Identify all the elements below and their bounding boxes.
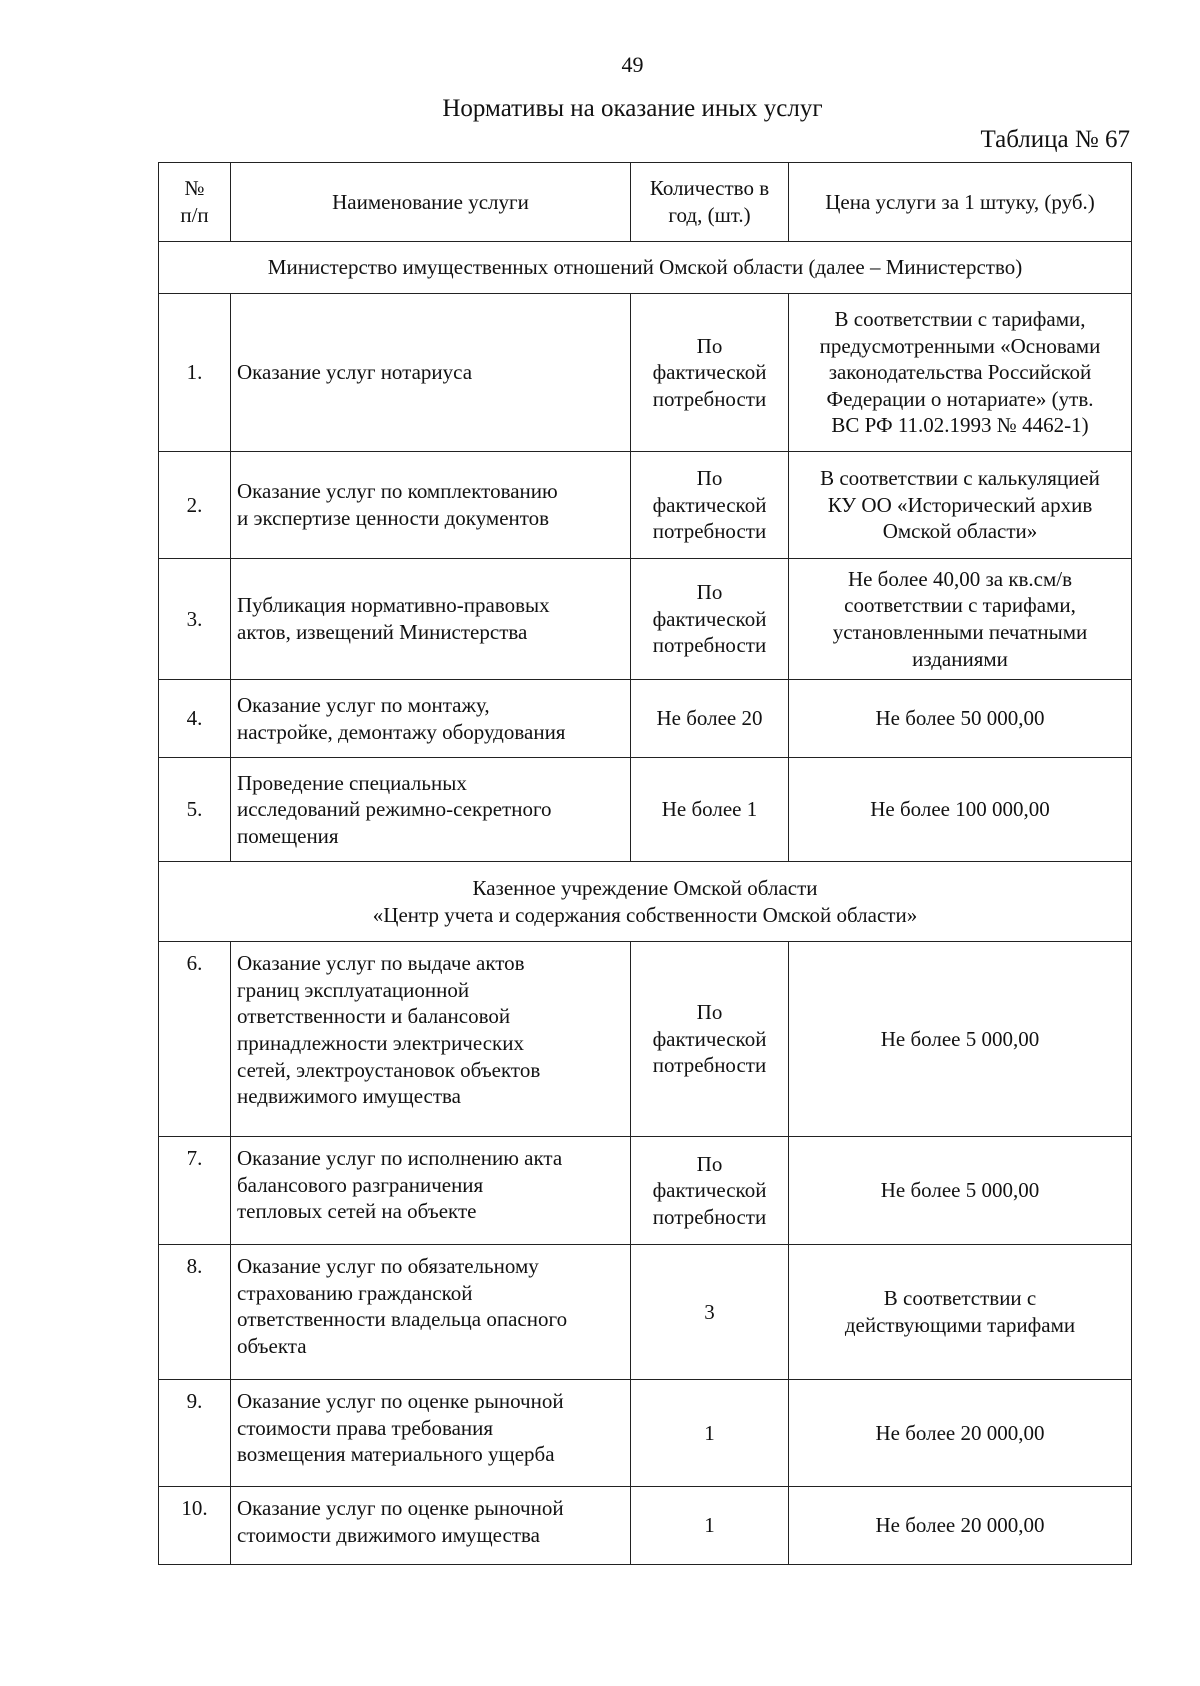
table-row <box>159 1487 1132 1565</box>
row-service-name: Оказание услуг по оценке рыночной стоимости права требования возмещения материального ущерба <box>231 1380 631 1487</box>
table-row <box>159 942 1132 1137</box>
table-row <box>159 452 1132 559</box>
row-num: 5. <box>159 758 231 862</box>
table-caption: Таблица № 67 <box>980 126 1130 153</box>
row-service-name: Оказание услуг по исполнению акта балансового разграничения тепловых сетей на объекте <box>231 1137 631 1245</box>
row-quantity: 1 <box>631 1380 789 1487</box>
row-price: В соответствии с калькуляцией КУ ОО «Исторический архив Омской области» <box>789 452 1132 559</box>
row-service-name: Публикация нормативно-правовых актов, извещений Министерства <box>231 559 631 680</box>
row-quantity: По фактической потребности <box>631 452 789 559</box>
page-number: 49 <box>621 52 644 77</box>
row-price: Не более 20 000,00 <box>789 1487 1132 1565</box>
table-row <box>159 294 1132 452</box>
row-num: 6. <box>159 942 231 1137</box>
row-num: 2. <box>159 452 231 559</box>
table-row <box>159 1245 1132 1380</box>
header-service-name: Наименование услуги <box>231 163 631 242</box>
row-service-name: Оказание услуг по оценке рыночной стоимости движимого имущества <box>231 1487 631 1565</box>
row-num: 9. <box>159 1380 231 1487</box>
row-service-name: Оказание услуг по комплектованию и экспертизе ценности документов <box>231 452 631 559</box>
row-service-name: Оказание услуг по выдаче актов границ эксплуатационной ответственности и балансовой принадлежности электрических сетей, электроустановок объектов недвижимого имущества <box>231 942 631 1137</box>
row-price: Не более 100 000,00 <box>789 758 1132 862</box>
table-row <box>159 1137 1132 1245</box>
row-service-name: Оказание услуг по обязательному страхованию гражданской ответственности владельца опасного объекта <box>231 1245 631 1380</box>
row-quantity: 1 <box>631 1487 789 1565</box>
services-table <box>158 162 1132 1565</box>
row-num: 3. <box>159 559 231 680</box>
row-price: В соответствии с действующими тарифами <box>789 1245 1132 1380</box>
row-quantity: По фактической потребности <box>631 294 789 452</box>
row-quantity: Не более 20 <box>631 680 789 758</box>
row-price: Не более 5 000,00 <box>789 942 1132 1137</box>
row-num: 10. <box>159 1487 231 1565</box>
row-service-name: Проведение специальных исследований режимно-секретного помещения <box>231 758 631 862</box>
row-service-name: Оказание услуг по монтажу, настройке, демонтажу оборудования <box>231 680 631 758</box>
row-num: 8. <box>159 1245 231 1380</box>
row-price: Не более 5 000,00 <box>789 1137 1132 1245</box>
table-row <box>159 1380 1132 1487</box>
row-quantity: Не более 1 <box>631 758 789 862</box>
table-header-row <box>159 163 1132 242</box>
row-quantity: По фактической потребности <box>631 942 789 1137</box>
section-title-institution: Казенное учреждение Омской области «Центр учета и содержания собственности Омской области» <box>159 862 1132 942</box>
table-row <box>159 758 1132 862</box>
row-quantity: 3 <box>631 1245 789 1380</box>
document-title: Нормативы на оказание иных услуг <box>442 95 823 122</box>
row-quantity: По фактической потребности <box>631 1137 789 1245</box>
table-row <box>159 680 1132 758</box>
header-quantity: Количество в год, (шт.) <box>631 163 789 242</box>
row-num: 7. <box>159 1137 231 1245</box>
row-price: Не более 20 000,00 <box>789 1380 1132 1487</box>
header-num: № п/п <box>159 163 231 242</box>
section-row <box>159 242 1132 294</box>
row-num: 4. <box>159 680 231 758</box>
row-price: Не более 40,00 за кв.см/в соответствии с тарифами, установленными печатными изданиями <box>789 559 1132 680</box>
row-num: 1. <box>159 294 231 452</box>
section-title-ministry: Министерство имущественных отношений Омской области (далее – Министерство) <box>159 242 1132 294</box>
header-price: Цена услуги за 1 штуку, (руб.) <box>789 163 1132 242</box>
row-price: В соответствии с тарифами, предусмотренными «Основами законодательства Российской Федерации о нотариате» (утв. ВС РФ 11.02.1993 № 4462-1) <box>789 294 1132 452</box>
row-service-name: Оказание услуг нотариуса <box>231 294 631 452</box>
row-quantity: По фактической потребности <box>631 559 789 680</box>
row-price: Не более 50 000,00 <box>789 680 1132 758</box>
table-row <box>159 559 1132 680</box>
section-row <box>159 862 1132 942</box>
